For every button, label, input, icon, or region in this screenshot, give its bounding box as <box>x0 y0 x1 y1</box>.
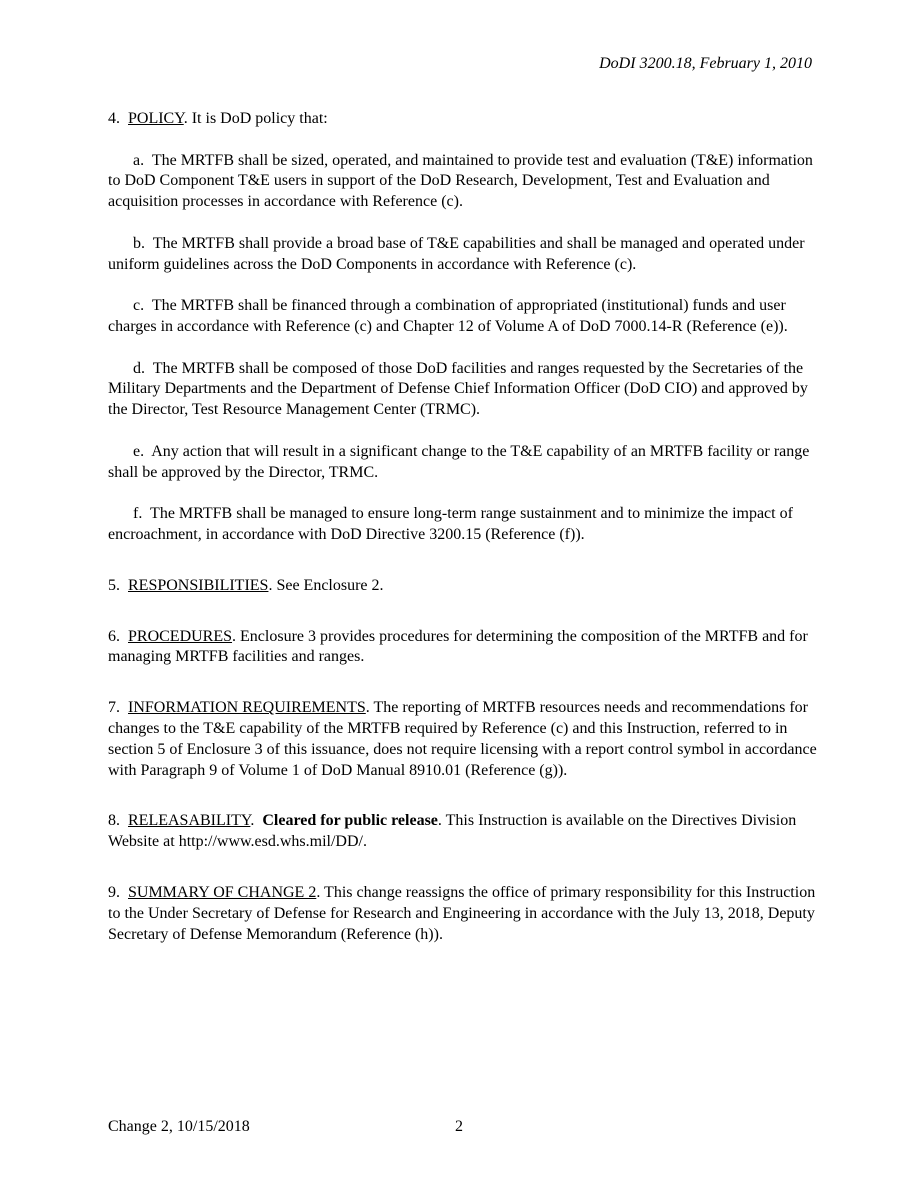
page-header: DoDI 3200.18, February 1, 2010 <box>599 55 812 72</box>
footer-change-note: Change 2, 10/15/2018 <box>108 1118 250 1135</box>
policy-item-e: e. Any action that will result in a significant change to the T&E capability of an MRTFB facility or range shall be approved by the Director, TRMC. <box>108 442 810 481</box>
section-policy <box>108 109 818 130</box>
section-title: POLICY <box>128 110 184 127</box>
section-title: INFORMATION REQUIREMENTS <box>128 699 366 717</box>
section-responsibilities: 5. RESPONSIBILITIES. See Enclosure 2. <box>108 576 384 594</box>
policy-item-f: f. The MRTFB shall be managed to ensure long-term range sustainment and to minimize the impact of encroachment, in accordance with DoD Directive 3200.15 (Reference (f)). <box>108 505 793 543</box>
policy-item-b: b. The MRTFB shall provide a broad base of T&E capabilities and shall be managed and operated under uniform guidelines across the DoD Components in accordance with Reference (c). <box>108 234 805 273</box>
section-information-requirements: 7. INFORMATION REQUIREMENTS. The reporting of MRTFB resources needs and recommendations for changes to the T&E capability of the MRTFB required by Reference (c) and this Instruction, referred to in section 5 of Enclosure 3 of this issuance, does not require licensing with a report control symbol in accordance with Paragraph 9 of Volume 1 of DoD Manual 8910.01 (Reference (g)). <box>108 699 817 779</box>
release-statement: Cleared for public release <box>262 812 438 830</box>
policy-item-a: a. The MRTFB shall be sized, operated, and maintained to provide test and evaluation (T&E) information to DoD Component T&E users in support of the DoD Research, Development, Test and Evaluation and acquisition processes in accordance with Reference (c). <box>108 151 813 211</box>
section-procedures: 6. PROCEDURES. Enclosure 3 provides procedures for determining the composition of the MRTFB and for managing MRTFB facilities and ranges. <box>108 627 808 666</box>
section-number: 4. <box>108 110 120 127</box>
section-releasability: 8. RELEASABILITY. Cleared for public release. This Instruction is available on the Directives Division Website at http://www.esd.whs.mil/DD/. <box>108 812 797 851</box>
document-body <box>108 109 818 945</box>
section-summary-of-change: 9. SUMMARY OF CHANGE 2. This change reassigns the office of primary responsibility for this Instruction to the Under Secretary of Defense for Research and Engineering in accordance with the July 13, 2018, Deputy Secretary of Defense Memorandum (Reference (h)). <box>108 883 816 943</box>
policy-item-c: c. The MRTFB shall be financed through a combination of appropriated (institutional) funds and user charges in accordance with Reference (c) and Chapter 12 of Volume A of DoD 7000.14-R (Reference (e)). <box>108 297 788 335</box>
section-intro: . It is DoD policy that: <box>183 110 328 127</box>
section-title: RELEASABILITY <box>128 812 251 830</box>
section-title: RESPONSIBILITIES <box>128 576 269 594</box>
page-number: 2 <box>455 1118 463 1135</box>
section-title: PROCEDURES <box>128 627 233 645</box>
section-title: SUMMARY OF CHANGE 2 <box>128 883 317 901</box>
policy-item-d: d. The MRTFB shall be composed of those DoD facilities and ranges requested by the Secretaries of the Military Departments and the Department of Defense Chief Information Officer (DoD CIO) and approved by the Director, Test Resource Management Center (TRMC). <box>108 359 808 419</box>
